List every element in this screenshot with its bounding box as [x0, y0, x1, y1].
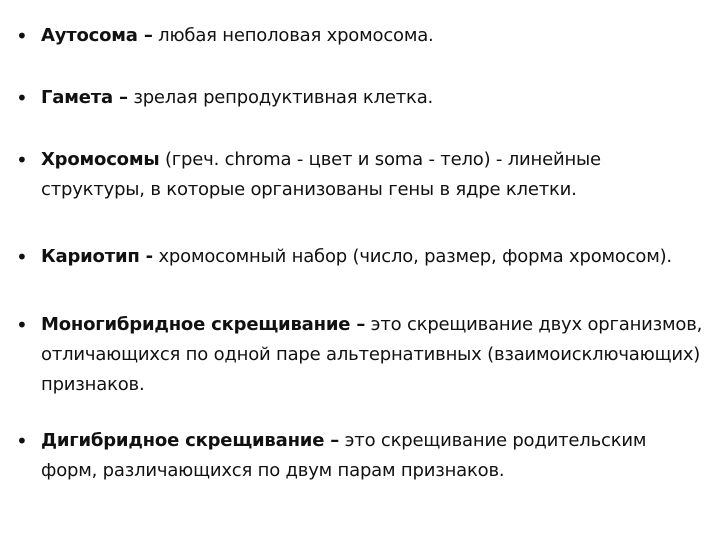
- bullet-icon: •: [16, 429, 28, 453]
- bullet-icon: •: [16, 86, 28, 110]
- bullet-icon: •: [16, 313, 28, 337]
- definition-body: хромосомный набор (число, размер, форма хромосом).: [152, 246, 672, 267]
- definition-text: [41, 310, 706, 400]
- definition-text: [41, 242, 706, 272]
- definition-item-chromosomes: [16, 145, 706, 205]
- definition-item-monohybrid-cross: [16, 310, 706, 400]
- bullet-icon: •: [16, 245, 28, 269]
- definition-body: зрелая репродуктивная клетка.: [127, 87, 434, 108]
- term-label: Хромосомы: [41, 149, 160, 170]
- definition-item-karyotype: [16, 242, 706, 272]
- bullet-icon: •: [16, 24, 28, 48]
- term-label: Гамета –: [41, 87, 128, 108]
- definition-item-autosome: [16, 21, 706, 51]
- definition-text: [41, 145, 706, 205]
- term-label: Кариотип -: [41, 246, 153, 267]
- definition-text: [41, 426, 706, 486]
- definition-body: это скрещивание двух организмов, отличающихся по одной паре альтернативных (взаимоисключающих) признаков.: [41, 314, 703, 395]
- definition-item-dihybrid-cross: [16, 426, 706, 486]
- term-label: Моногибридное скрещивание –: [41, 314, 366, 335]
- definition-body: это скрещивание родительским форм, различающихся по двум парам признаков.: [41, 430, 647, 481]
- definition-body: (греч. chroma - цвет и soma - тело) - линейные структуры, в которые организованы гены в ядре клетки.: [41, 149, 601, 200]
- definition-item-gamete: [16, 83, 706, 113]
- definition-text: [41, 21, 706, 51]
- term-label: Дигибридное скрещивание –: [41, 430, 340, 451]
- term-label: Аутосома –: [41, 25, 153, 46]
- definition-body: любая неполовая хромосома.: [152, 25, 434, 46]
- bullet-icon: •: [16, 148, 28, 172]
- definition-text: [41, 83, 706, 113]
